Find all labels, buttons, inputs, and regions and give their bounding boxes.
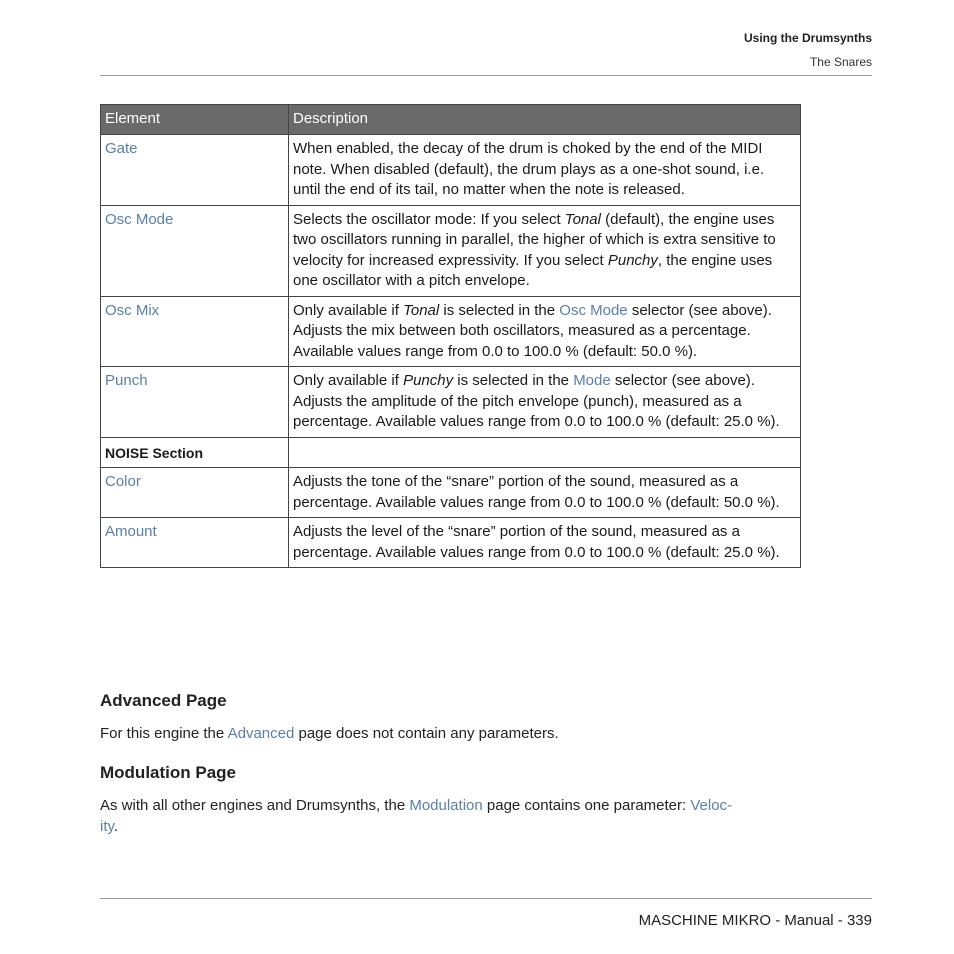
advanced-page-heading: Advanced Page — [100, 691, 227, 710]
table-row — [101, 296, 801, 367]
text-run: Only available if — [293, 301, 404, 319]
parameter-table — [100, 104, 801, 568]
emphasized-term: Tonal — [564, 210, 601, 228]
element-name-link[interactable]: Color — [105, 473, 141, 490]
element-cell — [101, 367, 289, 438]
text-run: When enabled, the decay of the drum is choked by the end of the MIDI note. When disabled (default), the drum plays as a one-shot sound, i.e. until the end of its tail, no matter when the note is released. — [293, 140, 765, 198]
element-name-link[interactable]: Amount — [105, 523, 157, 540]
cross-reference-link[interactable]: Osc Mode — [559, 301, 628, 319]
element-cell — [101, 468, 289, 518]
table-body — [101, 135, 801, 568]
cross-reference-link[interactable]: ity — [100, 818, 114, 835]
text-run: For this engine the — [100, 725, 228, 742]
description-cell — [289, 367, 801, 438]
text-run: is selected in the — [439, 301, 560, 319]
table-row — [101, 518, 801, 568]
section-empty-cell — [289, 437, 801, 468]
table-row — [101, 367, 801, 438]
element-name-link[interactable]: Gate — [105, 140, 138, 157]
emphasized-term: Punchy — [607, 251, 658, 269]
table-header-row — [101, 105, 801, 135]
modulation-page-heading: Modulation Page — [100, 763, 236, 782]
table-row — [101, 135, 801, 206]
text-run: Selects the oscillator mode: If you select — [293, 210, 565, 228]
table-row — [101, 205, 801, 296]
cross-reference-link[interactable]: Veloc- — [690, 797, 733, 814]
text-run: selector (see above). Adjusts the amplitude of the pitch envelope (punch), measured as a percentage. Available values range from 0.0 to 100.0 % (default: 25.0 %). — [293, 372, 780, 430]
element-cell — [101, 135, 289, 206]
text-run: page contains one parameter: — [482, 797, 691, 814]
description-cell — [289, 518, 801, 568]
element-name-link[interactable]: Osc Mode — [105, 210, 174, 228]
advanced-page-paragraph — [100, 723, 805, 744]
text-run: As with all other engines and Drumsynths, the — [100, 797, 410, 814]
text-run: Adjusts the level of the “snare” portion of the sound, measured as a percentage. Available values range from 0.0 to 100.0 % (default: 25.0 %). — [293, 523, 780, 561]
description-cell — [289, 296, 801, 367]
table-row — [101, 468, 801, 518]
text-run: is selected in the — [453, 372, 574, 389]
element-name-link[interactable]: Punch — [105, 372, 148, 389]
column-header-element: Element — [101, 105, 289, 135]
element-cell — [101, 205, 289, 296]
text-run: (default), the engine uses two oscillators running in parallel, the higher of which is extra sensitive to velocity for increased expressivity. If you select — [293, 210, 776, 269]
text-run: selector (see above). Adjusts the mix between both oscillators, measured as a percentage. Available values range from 0.0 to 100.0 % (default: 50.0 %). — [293, 301, 772, 360]
text-run: . — [113, 818, 119, 835]
description-cell — [289, 205, 801, 296]
emphasized-term: Tonal — [403, 301, 440, 319]
cross-reference-link[interactable]: Mode — [573, 372, 611, 389]
running-header-title: Using the Drumsynths — [743, 31, 872, 45]
text-run: Only available if — [293, 372, 404, 389]
section-label: NOISE Section — [101, 437, 289, 468]
running-header-subtitle: The Snares — [809, 55, 872, 69]
table-section-row — [101, 437, 801, 468]
header-rule — [100, 75, 872, 76]
text-run: , the engine uses one oscillator with a pitch envelope. — [293, 251, 773, 289]
modulation-page-paragraph — [100, 795, 805, 837]
element-cell — [101, 296, 289, 367]
element-name-link[interactable]: Osc Mix — [105, 301, 160, 319]
emphasized-term: Punchy — [403, 372, 454, 389]
text-run: Adjusts the tone of the “snare” portion of the sound, measured as a percentage. Available values range from 0.0 to 100.0 % (default: 50.0 %). — [293, 473, 780, 511]
description-cell — [289, 135, 801, 206]
footer-rule — [100, 898, 872, 899]
text-run: page does not contain any parameters. — [294, 725, 559, 742]
column-header-description: Description — [289, 105, 801, 135]
cross-reference-link[interactable]: Modulation — [409, 797, 483, 814]
cross-reference-link[interactable]: Advanced — [227, 725, 295, 742]
page-footer: MASCHINE MIKRO - Manual - 339 — [638, 912, 872, 929]
element-cell — [101, 518, 289, 568]
description-cell — [289, 468, 801, 518]
